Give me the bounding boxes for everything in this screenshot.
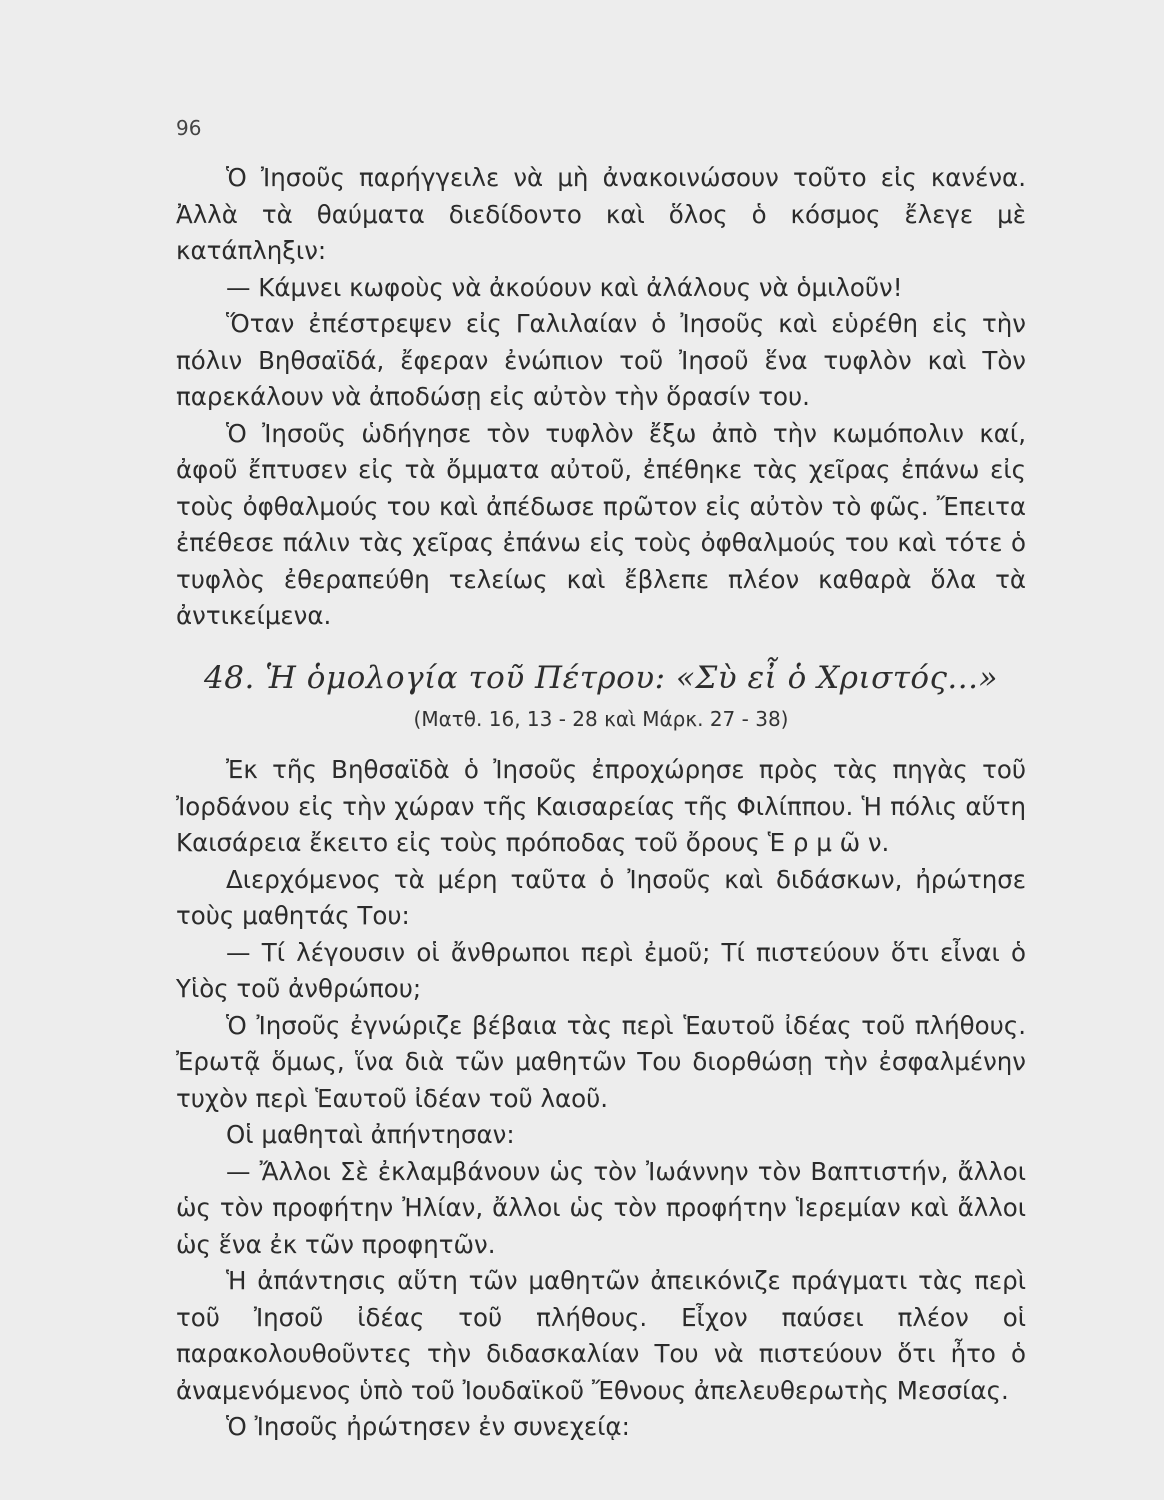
text-block-upper xyxy=(176,160,1026,635)
section-heading: 48. Ἡ ὁμολογία τοῦ Πέτρου: «Σὺ εἶ ὁ Χριστός...» xyxy=(204,660,998,696)
text-block-lower xyxy=(176,752,1026,1446)
section-reference: (Ματθ. 16, 13 - 28 καὶ Μάρκ. 27 - 38) xyxy=(413,707,789,731)
paragraph: Ὅταν ἐπέστρεψεν εἰς Γαλιλαίαν ὁ Ἰησοῦς καὶ εὑρέθη εἰς τὴν πόλιν Βηθσαϊδά, ἔφεραν ἐνώπιον τοῦ Ἰησοῦ ἕνα τυφλὸν καὶ Τὸν παρεκάλουν νὰ ἀποδώσῃ εἰς αὐτὸν τὴν ὅρασίν του. xyxy=(176,309,1026,411)
paragraph: — Κάμνει κωφοὺς νὰ ἀκούουν καὶ ἀλάλους νὰ ὁμιλοῦν! xyxy=(226,272,903,302)
paragraph: Ἐκ τῆς Βηθσαϊδὰ ὁ Ἰησοῦς ἐπροχώρησε πρὸς τὰς πηγὰς τοῦ Ἰορδάνου εἰς τὴν χώραν τῆς Καισαρείας τῆς Φιλίππου. Ἡ πόλις αὕτη Καισάρεια ἔκειτο εἰς τοὺς πρόποδας τοῦ ὄρους Ἑ ρ μ ῶ ν. xyxy=(176,755,1026,857)
paragraph: Ὁ Ἰησοῦς ἠρώτησεν ἐν συνεχείᾳ: xyxy=(226,1412,630,1441)
page-number: 96 xyxy=(176,116,202,140)
paragraph: Ἡ ἀπάντησις αὕτη τῶν μαθητῶν ἀπεικόνιζε πράγματι τὰς περὶ τοῦ Ἰησοῦ ἰδέας τοῦ πλήθους. Εἶχον παύσει πλέον οἱ παρακολουθοῦντες τὴν διδασκαλίαν Του νὰ πιστεύουν ὅτι ἦτο ὁ ἀναμενόμενος ὑπὸ τοῦ Ἰουδαϊκοῦ Ἔθνους ἀπελευθερωτὴς Μεσσίας. xyxy=(176,1266,1026,1405)
paragraph: Οἱ μαθηταὶ ἀπήντησαν: xyxy=(226,1120,515,1149)
paragraph: — Τί λέγουσιν οἱ ἄνθρωποι περὶ ἐμοῦ; Τί πιστεύουν ὅτι εἶναι ὁ Υἱὸς τοῦ ἀνθρώπου; xyxy=(176,937,1026,1003)
paragraph: Διερχόμενος τὰ μέρη ταῦτα ὁ Ἰησοῦς καὶ διδάσκων, ἠρώτησε τοὺς μαθητάς Του: xyxy=(176,864,1026,930)
paragraph: — Ἄλλοι Σὲ ἐκλαμβάνουν ὡς τὸν Ἰωάννην τὸν Βαπτιστήν, ἄλλοι ὡς τὸν προφήτην Ἠλίαν, ἄλλοι ὡς τὸν προφήτην Ἱερεμίαν καὶ ἄλλοι ὡς ἕνα ἐκ τῶν προφητῶν. xyxy=(176,1156,1026,1259)
paragraph: Ὁ Ἰησοῦς παρήγγειλε νὰ μὴ ἀνακοινώσουν τοῦτο εἰς κανένα. Ἀλλὰ τὰ θαύματα διεδίδοντο καὶ ὅλος ὁ κόσμος ἔλεγε μὲ κατάπληξιν: xyxy=(176,163,1026,265)
paragraph: Ὁ Ἰησοῦς ἐγνώριζε βέβαια τὰς περὶ Ἑαυτοῦ ἰδέας τοῦ πλήθους. Ἐρωτᾷ ὅμως, ἵνα διὰ τῶν μαθητῶν Του διορθώσῃ τὴν ἐσφαλμένην τυχὸν περὶ Ἑαυτοῦ ἰδέαν τοῦ λαοῦ. xyxy=(176,1010,1026,1113)
paragraph: Ὁ Ἰησοῦς ὡδήγησε τὸν τυφλὸν ἔξω ἀπὸ τὴν κωμόπολιν καί, ἀφοῦ ἔπτυσεν εἰς τὰ ὄμματα αὐτοῦ, ἐπέθηκε τὰς χεῖρας ἐπάνω εἰς τοὺς ὀφθαλμούς του καὶ ἀπέδωσε πρῶτον εἰς αὐτὸν τὸ φῶς. Ἔπειτα ἐπέθεσε πάλιν τὰς χεῖρας ἐπάνω εἰς τοὺς ὀφθαλμούς του καὶ τότε ὁ τυφλὸς ἐθεραπεύθη τελείως καὶ ἔβλεπε πλέον καθαρὰ ὅλα τὰ ἀντικείμενα. xyxy=(176,418,1026,630)
